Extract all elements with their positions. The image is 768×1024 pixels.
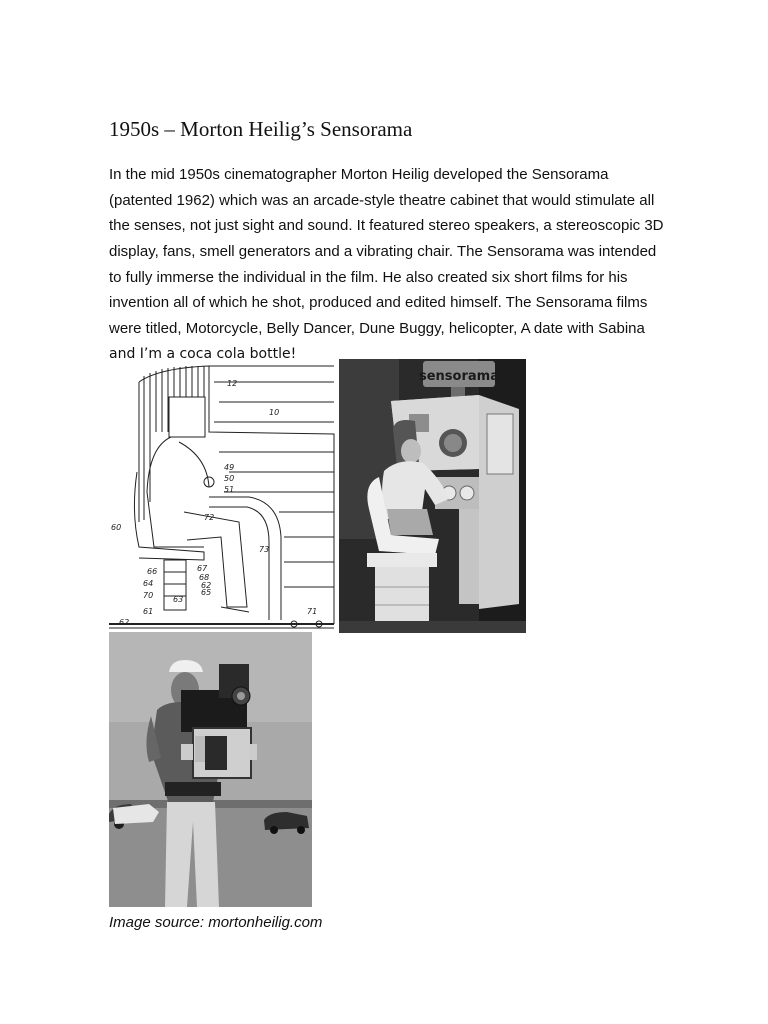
paragraph-line: and I’m a coca cola bottle! [109, 345, 297, 362]
sensorama-photo [339, 359, 526, 633]
patent-label: 72 [204, 513, 215, 522]
heilig-camera-photo [109, 632, 312, 907]
patent-label: 71 [307, 607, 318, 616]
paragraph-line: invention all of which he shot, produced and edited himself. The Sensorama films [109, 294, 648, 312]
patent-label: 51 [224, 485, 235, 494]
patent-label: 61 [143, 607, 154, 616]
paragraph-line: display, fans, smell generators and a vibrating chair. The Sensorama was intended [109, 243, 657, 261]
paragraph-line: (patented 1962) which was an arcade-style theatre cabinet that would stimulate all [109, 191, 655, 209]
heilig-camera-drawing [109, 632, 312, 907]
patent-label: 60 [111, 523, 122, 532]
patent-label: 64 [143, 579, 154, 588]
patent-drawing [109, 362, 337, 632]
patent-label: 62 [119, 618, 130, 627]
patent-label: 12 [227, 379, 238, 388]
patent-label: 63 [173, 595, 184, 604]
paragraph-line: the senses, not just sight and sound. It featured stereo speakers, a stereoscopic 3D [109, 217, 664, 235]
patent-label: 73 [259, 545, 270, 554]
paragraph-line: In the mid 1950s cinematographer Morton Heilig developed the Sensorama [109, 166, 609, 183]
photo-sign-text: sensorama [419, 369, 499, 384]
patent-label: 70 [143, 591, 154, 600]
page-title: 1950s – Morton Heilig’s Sensorama [109, 117, 413, 141]
patent-label: 67 [197, 564, 208, 573]
patent-label: 68 [199, 573, 210, 582]
patent-label: 62 [201, 581, 212, 590]
patent-label: 66 [147, 567, 158, 576]
sensorama-photo-drawing [339, 359, 526, 633]
body-paragraph [109, 162, 669, 368]
image-source-caption: Image source: mortonheilig.com [109, 914, 323, 931]
patent-label: 50 [224, 474, 235, 483]
patent-label: 65 [201, 588, 212, 597]
patent-drawing-figure [109, 362, 337, 632]
paragraph-line: were titled, Motorcycle, Belly Dancer, Dune Buggy, helicopter, A date with Sabina [109, 320, 645, 338]
paragraph-line: to fully immerse the individual in the film. He also created six short films for his [109, 268, 628, 286]
patent-label: 49 [224, 463, 235, 472]
patent-label: 10 [269, 408, 280, 417]
